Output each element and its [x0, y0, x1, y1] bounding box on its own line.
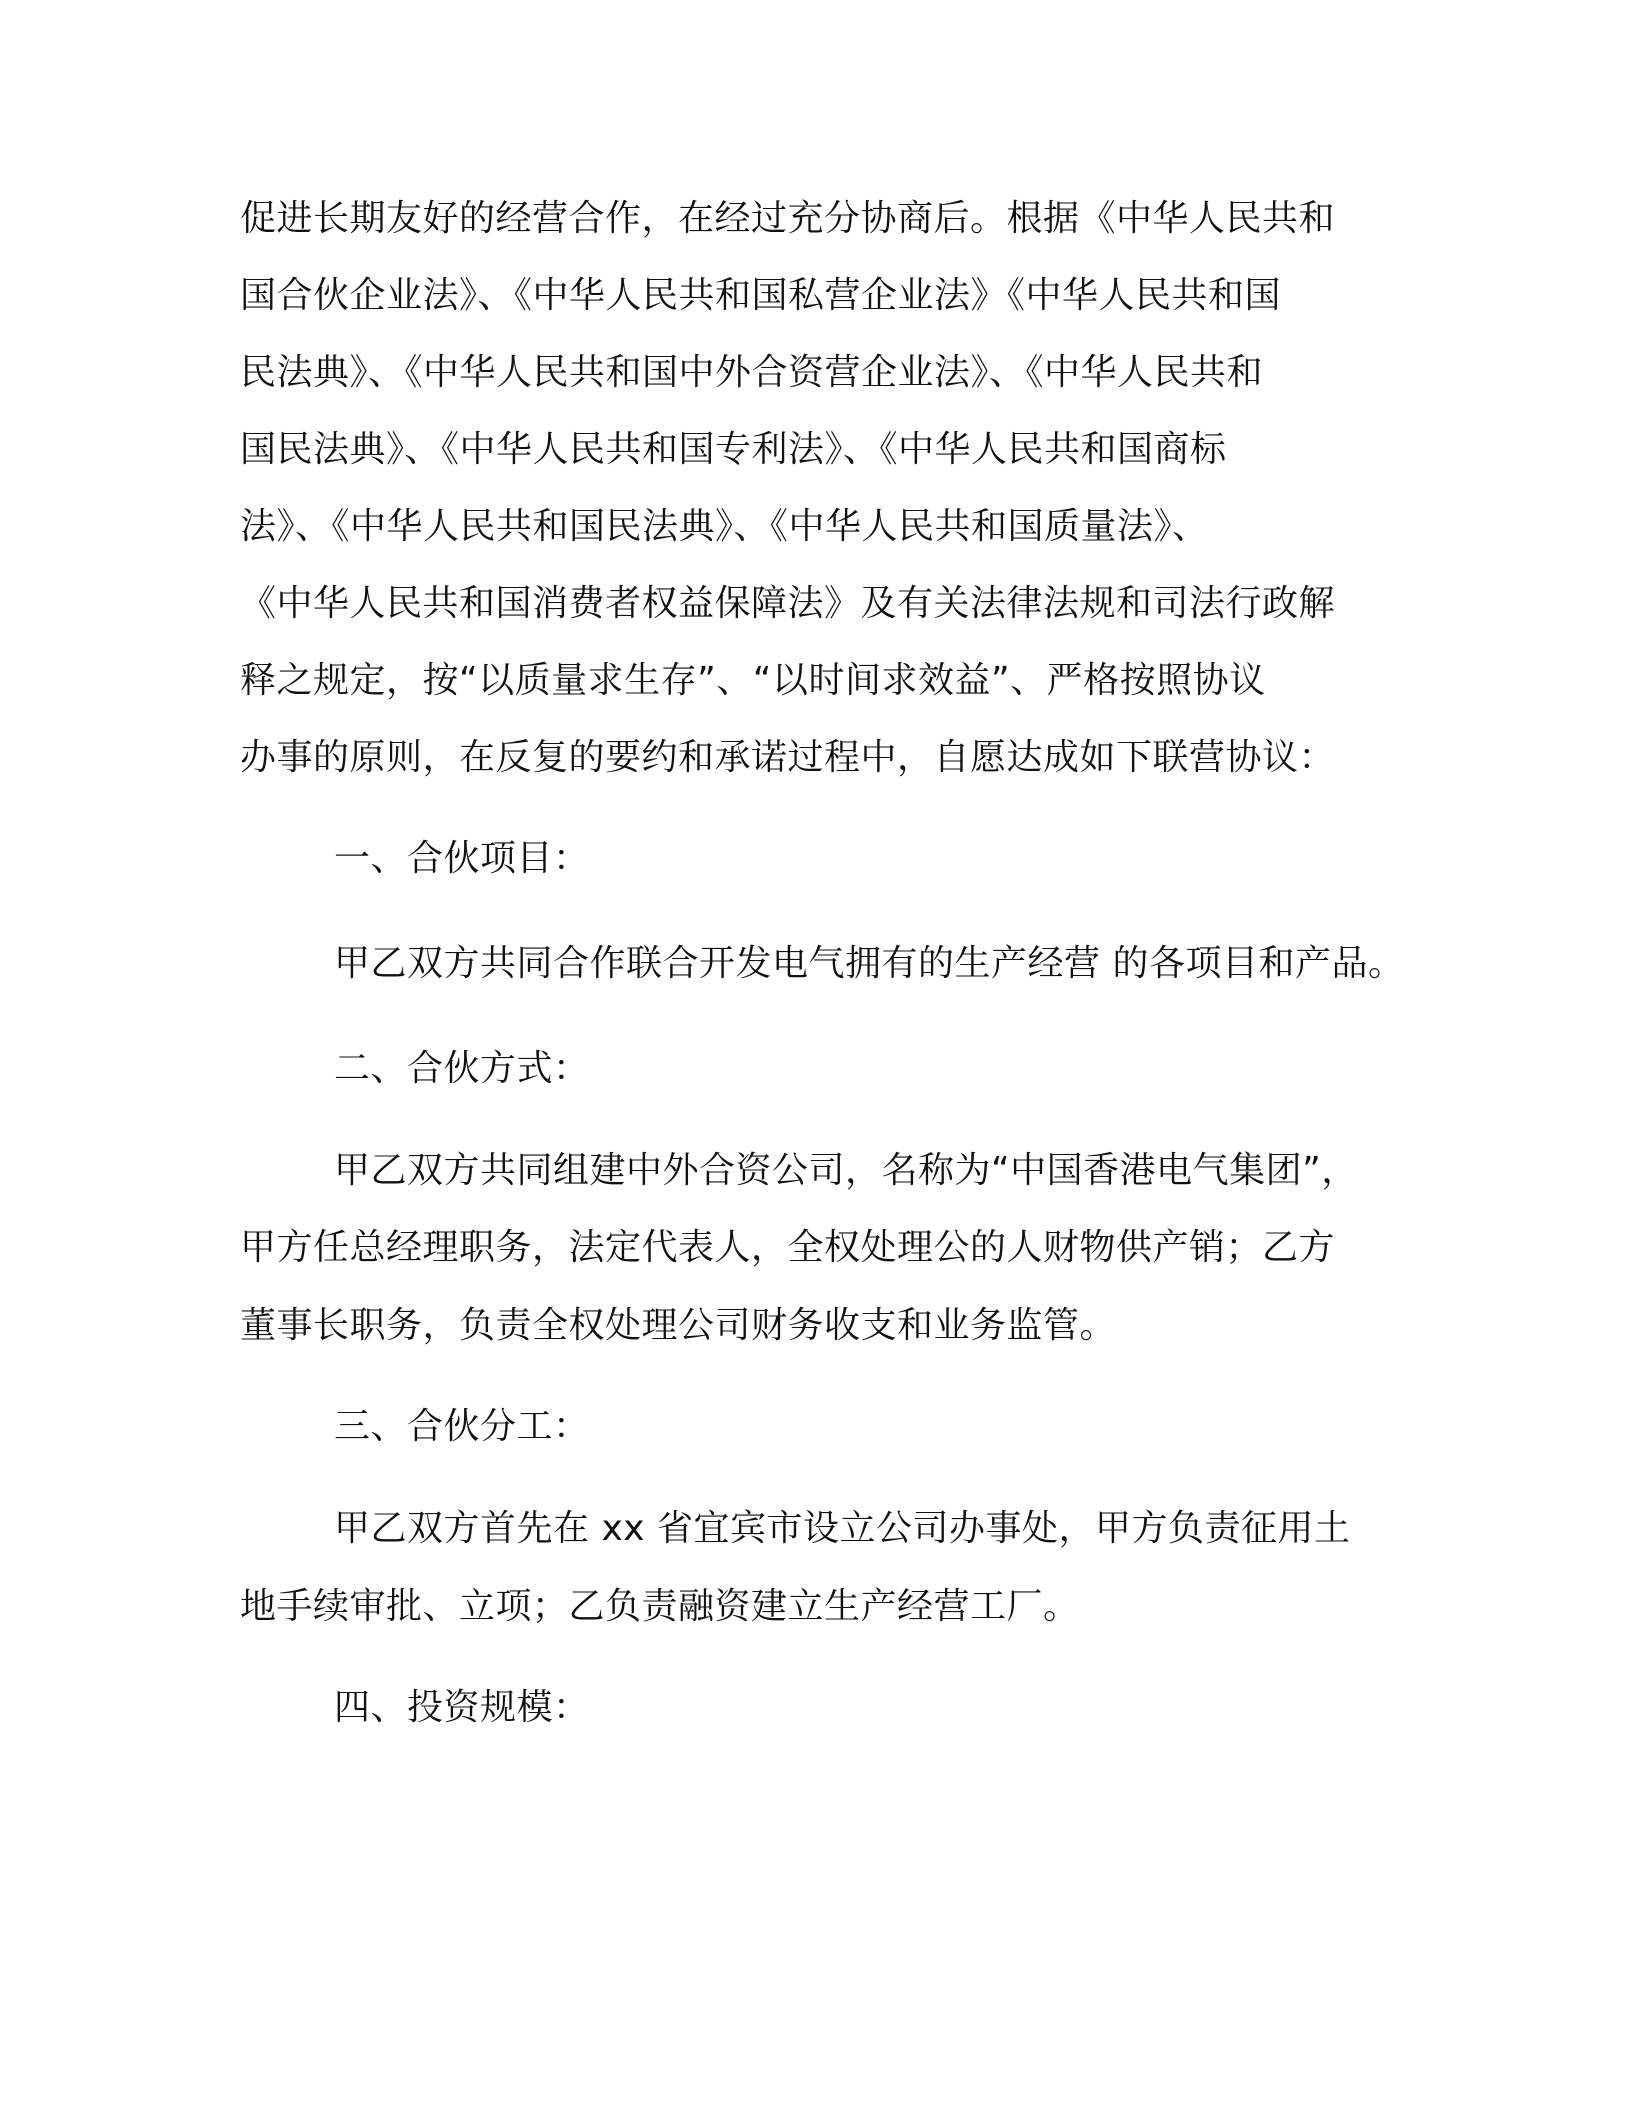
paragraph-line: 国民法典》、《中华人民共和国专利法》、《中华人民共和国商标	[240, 429, 1227, 470]
paragraph-line: 甲方任总经理职务，法定代表人，全权处理公的人财物供产销；乙方	[240, 1227, 1336, 1268]
paragraph-line: 《中华人民共和国消费者权益保障法》及有关法律法规和司法行政解	[240, 583, 1336, 624]
paragraph-line: 民法典》、《中华人民共和国中外合资营企业法》、《中华人民共和	[240, 352, 1264, 393]
section-heading-partnership-method: 二、合伙方式：	[334, 1048, 590, 1089]
paragraph-line: 甲乙双方共同组建中外合资公司，名称为“中国香港电气集团”，	[334, 1150, 1358, 1191]
section-heading-partnership-project: 一、合伙项目：	[334, 838, 590, 879]
paragraph-line: 董事长职务，负责全权处理公司财务收支和业务监管。	[240, 1305, 1117, 1346]
paragraph-line: 甲乙双方首先在 xx 省宜宾市设立公司办事处，甲方负责征用土	[334, 1508, 1351, 1549]
paragraph-line: 国合伙企业法》、《中华人民共和国私营企业法》《中华人民共和国	[240, 275, 1282, 316]
section-heading-investment-scale: 四、投资规模：	[334, 1687, 590, 1728]
paragraph-line: 法》、《中华人民共和国民法典》、《中华人民共和国质量法》、	[240, 506, 1209, 547]
paragraph-line: 甲乙双方共同合作联合开发电气拥有的生产经营 的各项目和产品。	[334, 943, 1405, 984]
paragraph-line: 办事的原则，在反复的要约和承诺过程中，自愿达成如下联营协议：	[240, 737, 1336, 778]
paragraph-line: 促进长期友好的经营合作，在经过充分协商后。根据《中华人民共和	[240, 198, 1336, 239]
section-heading-division-of-work: 三、合伙分工：	[334, 1406, 590, 1447]
paragraph-line: 地手续审批、立项；乙负责融资建立生产经营工厂。	[240, 1586, 1080, 1627]
paragraph-line: 释之规定，按“以质量求生存”、“以时间求效益”、严格按照协议	[240, 660, 1266, 701]
